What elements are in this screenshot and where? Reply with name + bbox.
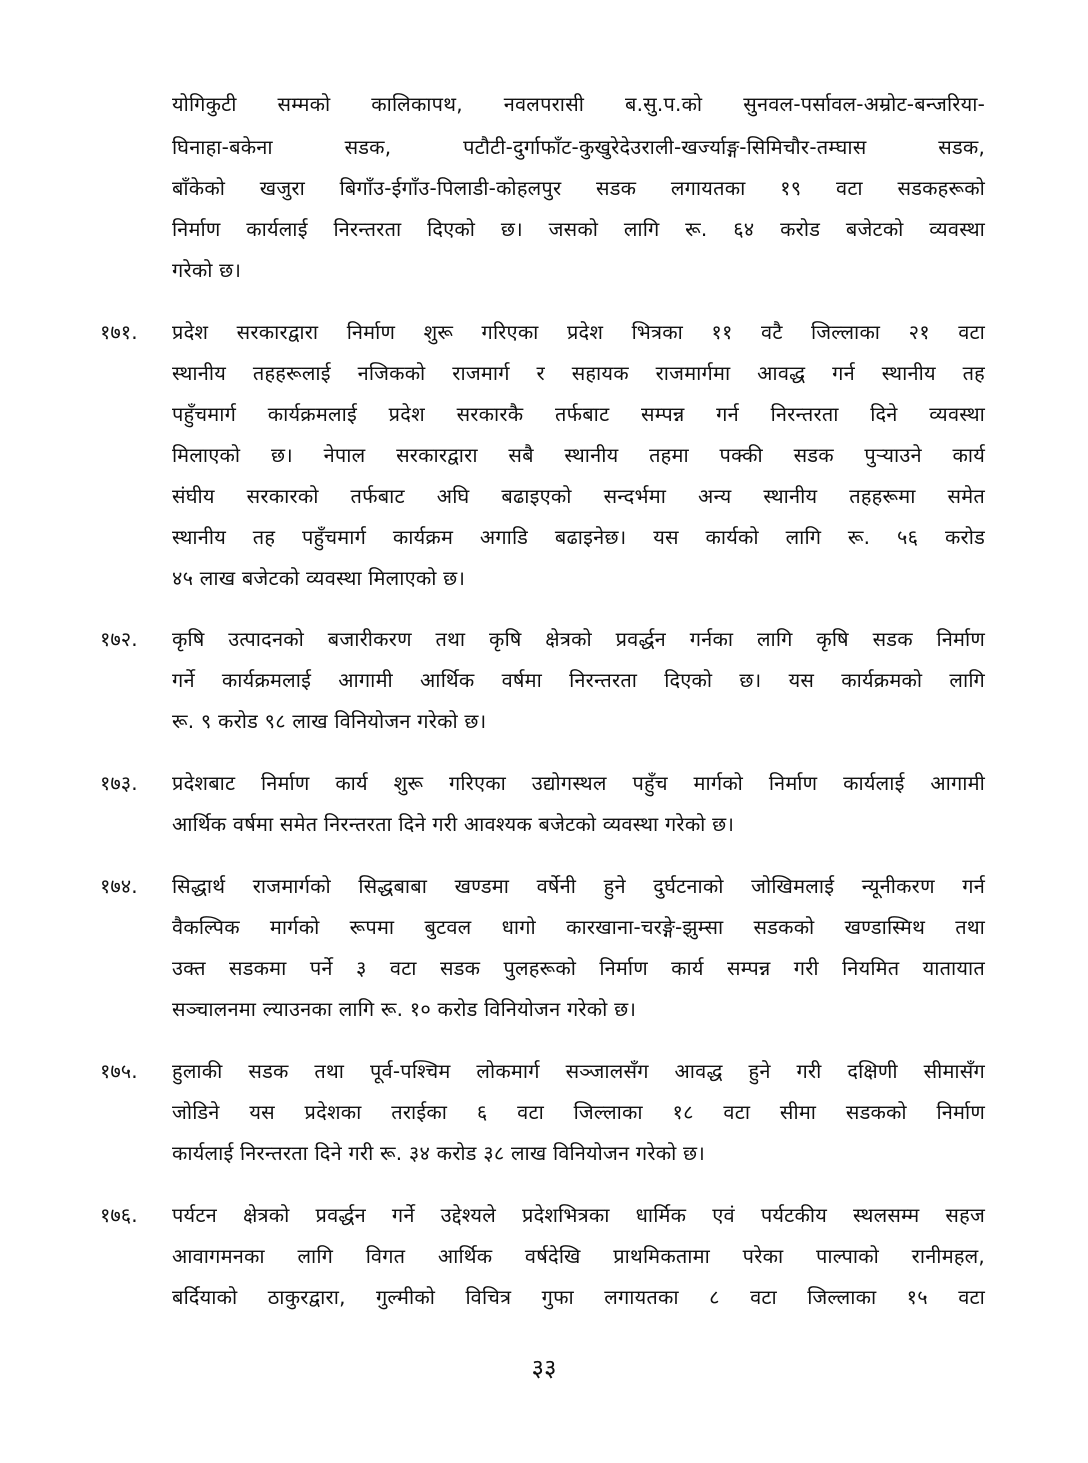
intro-line: योगिकुटी सम्मको कालिकापथ, नवलपरासी ब.सु.प.को सुनवल-पर्सावल-अम्रोट-बन्जरिया- xyxy=(172,92,985,116)
paragraph-line: प्रदेशबाट निर्माण कार्य शुरू गरिएका उद्योगस्थल पहुँच मार्गको निर्माण कार्यलाई आगामी xyxy=(172,771,985,795)
intro-line: निर्माण कार्यलाई निरन्तरता दिएको छ। जसको लागि रू. ६४ करोड बजेटको व्यवस्था xyxy=(172,217,985,241)
page-number: ३३ xyxy=(531,1354,557,1382)
paragraph-line: पर्यटन क्षेत्रको प्रवर्द्धन गर्ने उद्देश्यले प्रदेशभित्रका धार्मिक एवं पर्यटकीय स्थलसम्म सहज xyxy=(172,1203,985,1227)
paragraph-line: स्थानीय तहहरूलाई नजिकको राजमार्ग र सहायक राजमार्गमा आवद्ध गर्न स्थानीय तह xyxy=(172,361,985,385)
paragraph-number: १७३. xyxy=(100,771,138,795)
paragraph-number: १७२. xyxy=(100,627,138,651)
paragraph-line: कार्यलाई निरन्तरता दिने गरी रू. ३४ करोड ३८ लाख विनियोजन गरेको छ। xyxy=(172,1141,706,1165)
paragraph-line: संघीय सरकारको तर्फबाट अघि बढाइएको सन्दर्भमा अन्य स्थानीय तहहरूमा समेत xyxy=(172,484,985,508)
paragraph-line: गर्ने कार्यक्रमलाई आगामी आर्थिक वर्षमा निरन्तरता दिएको छ। यस कार्यक्रमको लागि xyxy=(172,668,985,692)
paragraph-line: सञ्चालनमा ल्याउनका लागि रू. १० करोड विनियोजन गरेको छ। xyxy=(172,997,637,1021)
paragraph-line: सिद्धार्थ राजमार्गको सिद्धबाबा खण्डमा वर्षेनी हुने दुर्घटनाको जोखिमलाई न्यूनीकरण गर्न xyxy=(172,874,985,898)
paragraph-line: कृषि उत्पादनको बजारीकरण तथा कृषि क्षेत्रको प्रवर्द्धन गर्नका लागि कृषि सडक निर्माण xyxy=(172,627,985,651)
paragraph-line: वैकल्पिक मार्गको रूपमा बुटवल धागो कारखाना-चरङ्गे-झुम्सा सडकको खण्डास्मिथ तथा xyxy=(172,915,985,939)
intro-line: गरेको छ। xyxy=(172,258,242,282)
paragraph-line: ४५ लाख बजेटको व्यवस्था मिलाएको छ। xyxy=(172,566,466,590)
paragraph-line: रू. ९ करोड ९८ लाख विनियोजन गरेको छ। xyxy=(172,709,487,733)
paragraph-line: हुलाकी सडक तथा पूर्व-पश्चिम लोकमार्ग सञ्जालसँग आवद्ध हुने गरी दक्षिणी सीमासँग xyxy=(172,1059,985,1083)
paragraph-line: आवागमनका लागि विगत आर्थिक वर्षदेखि प्राथमिकतामा परेका पाल्पाको रानीमहल, xyxy=(172,1244,985,1268)
paragraph-line: उक्त सडकमा पर्ने ३ वटा सडक पुलहरूको निर्माण कार्य सम्पन्न गरी नियमित यातायात xyxy=(172,956,985,980)
paragraph-number: १७४. xyxy=(100,874,138,898)
paragraph-line: आर्थिक वर्षमा समेत निरन्तरता दिने गरी आवश्यक बजेटको व्यवस्था गरेको छ। xyxy=(172,812,735,836)
paragraph-line: पहुँचमार्ग कार्यक्रमलाई प्रदेश सरकारकै तर्फबाट सम्पन्न गर्न निरन्तरता दिने व्यवस्था xyxy=(172,402,985,426)
intro-line: बाँकेको खजुरा बिगाँउ-ईगाँउ-पिलाडी-कोहलपुर सडक लगायतका १९ वटा सडकहरूको xyxy=(172,176,985,200)
paragraph-line: बर्दियाको ठाकुरद्वारा, गुल्मीको विचित्र गुफा लगायतका ८ वटा जिल्लाका १५ वटा xyxy=(172,1285,985,1309)
intro-line: घिनाहा-बकेना सडक, पटौटी-दुर्गाफाँट-कुखुरेदेउराली-खर्ज्याङ्ग-सिमिचौर-तम्घास सडक, xyxy=(172,135,985,159)
paragraph-line: जोडिने यस प्रदेशका तराईका ६ वटा जिल्लाका १८ वटा सीमा सडकको निर्माण xyxy=(172,1100,985,1124)
paragraph-number: १७५. xyxy=(100,1059,138,1083)
paragraph-line: मिलाएको छ। नेपाल सरकारद्वारा सबै स्थानीय तहमा पक्की सडक पुऱ्याउने कार्य xyxy=(172,443,985,467)
paragraph-number: १७१. xyxy=(100,320,138,344)
paragraph-line: प्रदेश सरकारद्वारा निर्माण शुरू गरिएका प्रदेश भित्रका ११ वटै जिल्लाका २१ वटा xyxy=(172,320,985,344)
paragraph-line: स्थानीय तह पहुँचमार्ग कार्यक्रम अगाडि बढाइनेछ। यस कार्यको लागि रू. ५६ करोड xyxy=(172,525,985,549)
paragraph-number: १७६. xyxy=(100,1203,138,1227)
